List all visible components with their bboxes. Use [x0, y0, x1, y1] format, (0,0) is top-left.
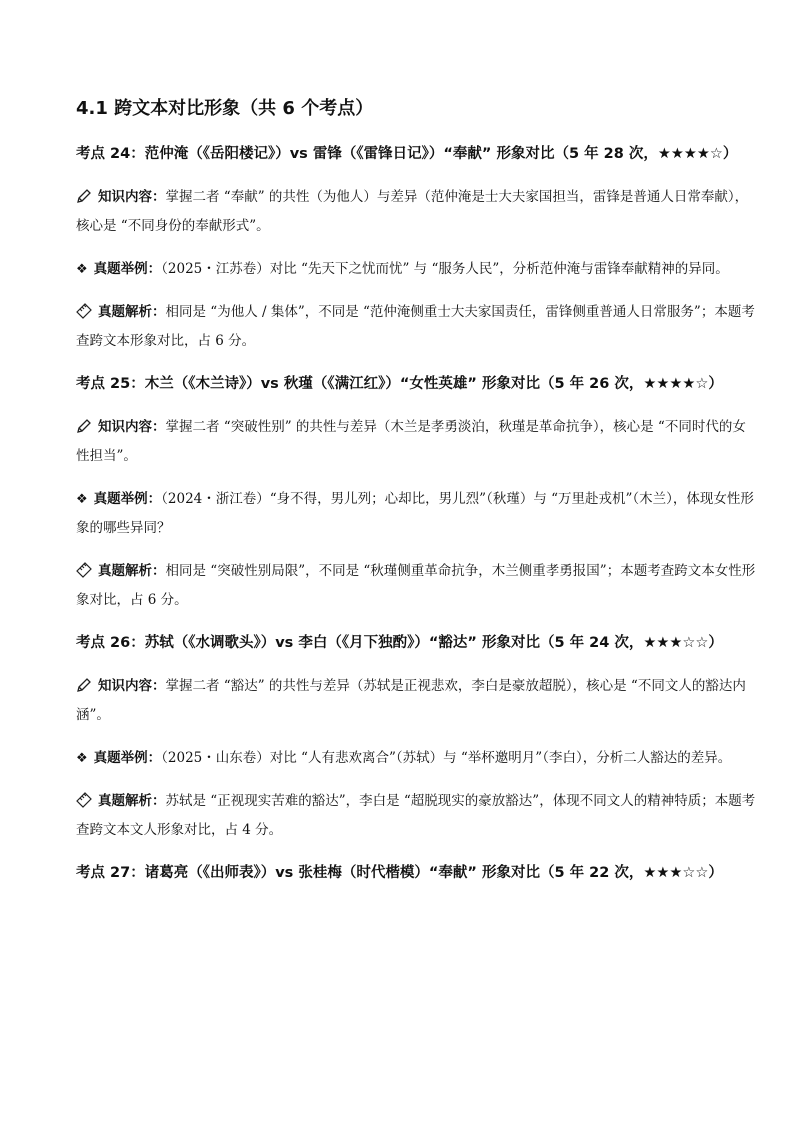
- analysis-text: 相同是 “为他人 / 集体”，不同是 “范仲淹侧重士大夫家国责任，雷锋侧重普通人日常服务”；本题考查跨文本形象对比，占 6 分。: [76, 304, 755, 349]
- analysis-label: 真题解析：: [98, 793, 166, 809]
- example-label: 真题举例：: [93, 750, 162, 766]
- knowledge-label: 知识内容：: [98, 189, 166, 205]
- knowledge-paragraph: [76, 672, 756, 730]
- exam-point-26: [76, 629, 756, 845]
- exam-point-25: [76, 370, 756, 615]
- analysis-paragraph: [76, 557, 756, 615]
- analysis-label: 真题解析：: [98, 304, 166, 320]
- pencil-icon: [76, 677, 92, 693]
- analysis-paragraph: [76, 787, 756, 845]
- example-text: （2025・山东卷）对比 “人有悲欢离合”（苏轼）与 “举杯邀明月”（李白），分析二人豁达的差异。: [161, 750, 732, 766]
- analysis-label: 真题解析：: [98, 563, 166, 579]
- section-title: 4.1 跨文本对比形象（共 6 个考点）: [76, 98, 374, 119]
- example-paragraph: [76, 255, 756, 284]
- knowledge-label: 知识内容：: [98, 678, 166, 694]
- ruler-pencil-icon: [76, 792, 92, 808]
- example-text: （2024・浙江卷）“身不得，男儿列；心却比，男儿烈”（秋瑾）与 “万里赴戎机”（木兰），体现女性形象的哪些异同？: [76, 491, 754, 536]
- knowledge-text: 掌握二者 “突破性别” 的共性与差异（木兰是孝勇淡泊，秋瑾是革命抗争），核心是 “不同时代的女性担当”。: [76, 419, 746, 464]
- exam-point-title: 考点 26：苏轼（《水调歌头》）vs 李白（《月下独酌》）“豁达” 形象对比（5 年 24 次，★★★☆☆）: [76, 635, 723, 651]
- knowledge-paragraph: [76, 183, 756, 241]
- example-label: 真题举例：: [93, 491, 162, 507]
- knowledge-text: 掌握二者 “奉献” 的共性（为他人）与差异（范仲淹是士大夫家国担当，雷锋是普通人日常奉献），核心是 “不同身份的奉献形式”。: [76, 189, 749, 234]
- exam-point-title: 考点 25：木兰（《木兰诗》）vs 秋瑾（《满江红》）“女性英雄” 形象对比（5 年 26 次，★★★★☆）: [76, 376, 723, 392]
- ruler-pencil-icon: [76, 303, 92, 319]
- exam-point-title: 考点 27：诸葛亮（《出师表》）vs 张桂梅（时代楷模）“奉献” 形象对比（5 年 22 次，★★★☆☆）: [76, 865, 723, 881]
- knowledge-text: 掌握二者 “豁达” 的共性与差异（苏轼是正视悲欢，李白是豪放超脱），核心是 “不同文人的豁达内涵”。: [76, 678, 746, 723]
- example-text: （2025・江苏卷）对比 “先天下之忧而忧” 与 “服务人民”，分析范仲淹与雷锋奉献精神的异同。: [161, 261, 729, 277]
- diamond-bullet-icon: ❖: [76, 751, 88, 766]
- pencil-icon: [76, 418, 92, 434]
- diamond-bullet-icon: ❖: [76, 492, 88, 507]
- exam-point-title: 考点 24：范仲淹（《岳阳楼记》）vs 雷锋（《雷锋日记》）“奉献” 形象对比（5 年 28 次，★★★★☆）: [76, 146, 738, 162]
- ruler-pencil-icon: [76, 562, 92, 578]
- knowledge-label: 知识内容：: [98, 419, 166, 435]
- analysis-text: 相同是 “突破性别局限”，不同是 “秋瑾侧重革命抗争，木兰侧重孝勇报国”；本题考查跨文本女性形象对比，占 6 分。: [76, 563, 756, 608]
- exam-point-24: [76, 140, 756, 356]
- knowledge-paragraph: [76, 413, 756, 471]
- analysis-paragraph: [76, 298, 756, 356]
- example-paragraph: [76, 744, 756, 773]
- pencil-icon: [76, 188, 92, 204]
- exam-point-27: [76, 859, 756, 888]
- document-page: [76, 96, 756, 902]
- diamond-bullet-icon: ❖: [76, 262, 88, 277]
- example-paragraph: [76, 485, 756, 543]
- example-label: 真题举例：: [93, 261, 162, 277]
- analysis-text: 苏轼是 “正视现实苦难的豁达”，李白是 “超脱现实的豪放豁达”，体现不同文人的精神特质；本题考查跨文本文人形象对比，占 4 分。: [76, 793, 756, 838]
